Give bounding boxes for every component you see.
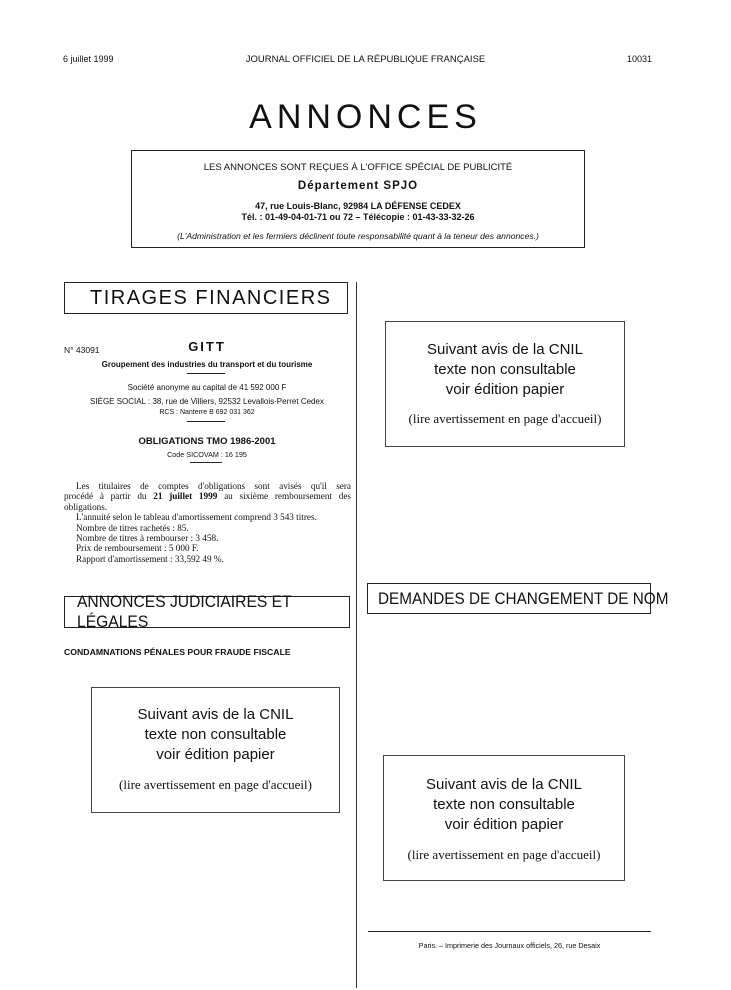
notice-number: N° 43091 [64, 345, 100, 355]
divider-rule [187, 373, 225, 374]
judiciaires-subtitle: CONDAMNATIONS PÉNALES POUR FRAUDE FISCALE [64, 647, 291, 657]
footer-imprint: Paris. – Imprimerie des Journaux officiels, 26, rue Desaix [418, 941, 601, 950]
paragraph-text: procédé à partir du [64, 491, 154, 502]
company-siege: SIÈGE SOCIAL : 38, rue de Villiers, 92532 Levallois-Perret Cedex [90, 397, 324, 406]
section-tirages-financiers [64, 282, 348, 314]
cnil-line: texte non consultable [433, 796, 575, 813]
office-disclaimer: (L'Administration et les fermiers déclinent toute responsabilité quant à la teneur des annonces.) [177, 231, 539, 241]
obligations-title: OBLIGATIONS TMO 1986-2001 [138, 436, 276, 447]
office-phone: Tél. : 01-49-04-01-71 ou 72 – Télécopie : 01-43-33-32-26 [241, 212, 475, 222]
company-capital: Société anonyme au capital de 41 592 000 F [127, 383, 287, 392]
paragraph-line: Les titulaires de comptes d'obligations sont avisés qu'il sera [76, 481, 351, 491]
cnil-line: voir édition papier [156, 746, 275, 763]
section-judiciaires-title: ANNONCES JUDICIAIRES ET LÉGALES [77, 592, 292, 631]
paragraph-text: au sixième remboursement des [217, 491, 351, 502]
cnil-notice-right-top [385, 321, 625, 447]
detail-line: Nombre de titres rachetés : 85. [76, 522, 189, 533]
header-journal-name: JOURNAL OFFICIEL DE LA RÉPUBLIQUE FRANÇAISE [245, 54, 486, 65]
divider-rule [190, 462, 222, 463]
cnil-notice-left [91, 687, 340, 813]
cnil-line: Suivant avis de la CNIL [427, 341, 583, 358]
divider-rule [187, 421, 225, 422]
sicovam-code: Code SICOVAM : 16 195 [167, 450, 247, 459]
detail-line: L'annuité selon le tableau d'amortissement comprend 3 543 titres. [76, 512, 317, 523]
cnil-subtext: (lire avertissement en page d'accueil) [408, 411, 602, 426]
company-rcs: RCS : Nanterre B 692 031 362 [159, 409, 255, 416]
cnil-subtext: (lire avertissement en page d'accueil) [119, 777, 312, 792]
office-info-box [131, 150, 585, 248]
tirages-paragraph [64, 481, 351, 564]
header-date: 6 juillet 1999 [63, 54, 114, 64]
cnil-line: Suivant avis de la CNIL [137, 706, 294, 723]
section-nom-title: DEMANDES DE CHANGEMENT DE NOM [378, 588, 669, 608]
cnil-line: texte non consultable [434, 361, 576, 378]
cnil-line: voir édition papier [444, 816, 564, 833]
office-address: 47, rue Louis-Blanc, 92984 LA DÉFENSE CEDEX [255, 201, 461, 211]
office-intro: LES ANNONCES SONT REÇUES À L'OFFICE SPÉCIAL DE PUBLICITÉ [203, 162, 513, 173]
footer-rule [368, 931, 651, 932]
company-full-name: Groupement des industries du transport et du tourisme [101, 360, 313, 369]
detail-line: Prix de remboursement : 5 000 F. [76, 543, 199, 554]
company-name: GITT [188, 339, 226, 354]
column-divider [356, 282, 357, 988]
section-annonces-judiciaires [64, 592, 350, 631]
detail-line: Rapport d'amortissement : 33,592 49 %. [76, 553, 224, 564]
page-title: ANNONCES [249, 98, 482, 136]
section-tirages-title: TIRAGES FINANCIERS [90, 286, 332, 309]
header-page-number: 10031 [627, 54, 653, 64]
office-department: Département SPJO [297, 180, 419, 192]
cnil-subtext: (lire avertissement en page d'accueil) [407, 847, 601, 862]
paragraph-line [64, 491, 351, 501]
cnil-line: Suivant avis de la CNIL [426, 776, 582, 793]
cnil-line: texte non consultable [144, 726, 287, 743]
cnil-notice-right-bottom [383, 755, 625, 881]
section-changement-nom [367, 583, 669, 614]
detail-line: Nombre de titres à rembourser : 3 458. [76, 533, 219, 544]
paragraph-line: obligations. [64, 501, 108, 512]
cnil-line: voir édition papier [445, 381, 565, 398]
paragraph-date: 21 juillet 1999 [153, 491, 218, 502]
